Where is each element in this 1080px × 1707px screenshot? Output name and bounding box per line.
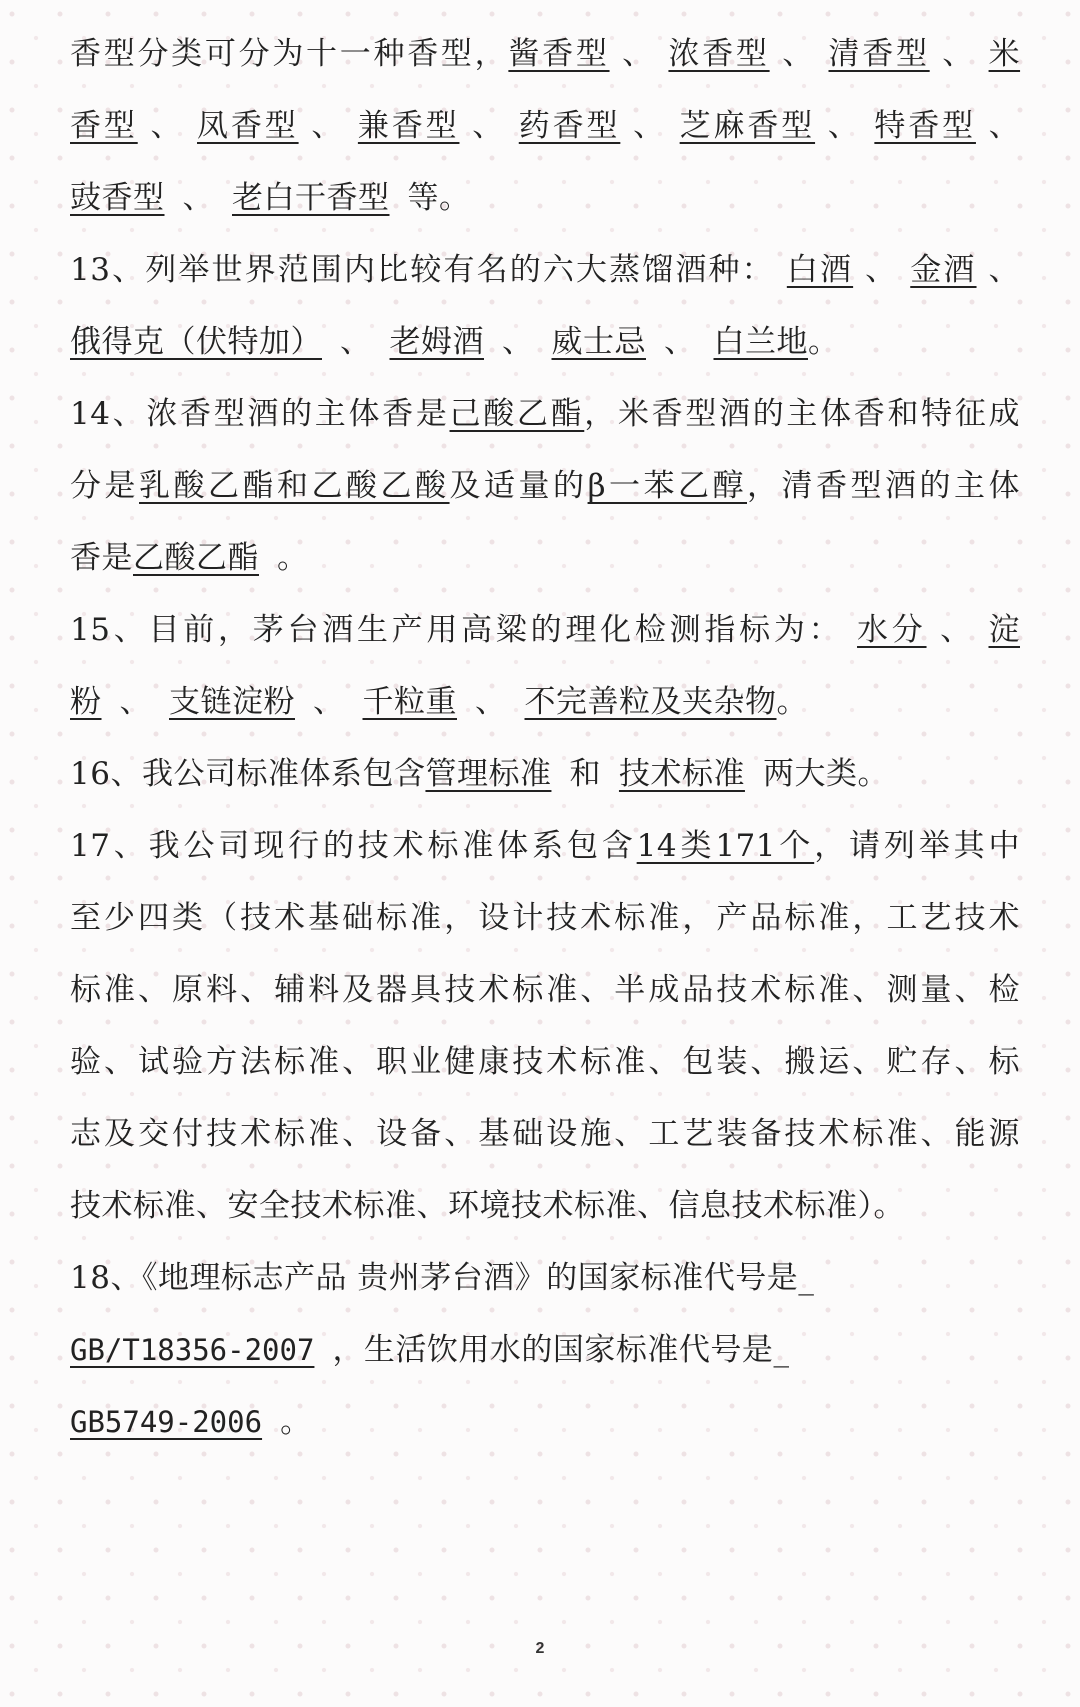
text-line-4	[70, 234, 1020, 306]
answer-blank: 乙酸乙酯	[133, 540, 259, 576]
answer-blank: 凤香型	[197, 108, 299, 144]
answer-blank: 14类171个	[636, 828, 815, 864]
text-line-7	[70, 450, 1020, 522]
text-line-12	[70, 810, 1020, 882]
text-segment: 。	[776, 684, 808, 720]
answer-blank: 支链淀粉	[169, 684, 295, 720]
answer-blank: 水分	[857, 612, 927, 648]
text-line-5	[70, 306, 1020, 378]
text-line-2	[70, 90, 1020, 162]
answer-blank: 金酒	[910, 252, 977, 288]
text-segment: 、	[633, 108, 667, 144]
text-segment: 、	[313, 684, 345, 720]
text-segment: 、	[664, 324, 696, 360]
answer-blank: 清香型	[828, 36, 930, 72]
text-segment: ，米香型酒的主体香和特征成	[584, 396, 1021, 432]
text-segment: 、	[988, 108, 1021, 144]
text-segment: 志及交付技术标准、设备、基础设施、工艺装备技术标准、能源	[70, 1116, 1020, 1152]
text-segment: 。	[280, 1404, 312, 1440]
text-segment: 、	[119, 684, 151, 720]
text-line-3	[70, 162, 1020, 234]
answer-blank: 兼香型	[357, 108, 460, 144]
text-line-6	[70, 378, 1020, 450]
text-segment: 分是	[70, 468, 140, 504]
answer-blank: 老姆酒	[389, 324, 484, 360]
text-segment: 、	[150, 108, 185, 144]
answer-blank: 浓香型	[668, 36, 770, 72]
text-segment: _	[773, 1332, 790, 1368]
text-segment: ，请列举其中	[814, 828, 1020, 864]
text-segment: 两大类。	[762, 756, 889, 792]
question-17: 17、我公司现行的技术标准体系包含	[70, 828, 637, 864]
text-segment: 、	[782, 36, 816, 72]
text-segment: 香是	[70, 540, 133, 576]
text-segment: 及适量的	[449, 468, 588, 504]
answer-blank: 千粒重	[362, 684, 457, 720]
answer-blank: 豉香型	[70, 180, 165, 216]
answer-blank: 技术标准	[618, 756, 745, 792]
answer-blank: 酱香型	[508, 36, 610, 72]
answer-blank: 芝麻香型	[679, 108, 816, 144]
text-line-18	[70, 1242, 1020, 1314]
document-page	[70, 18, 1020, 1458]
text-line-17	[70, 1170, 1020, 1242]
answer-blank: 特香型	[874, 108, 976, 144]
text-line-8	[70, 522, 1020, 594]
answer-blank: 白兰地	[713, 324, 808, 360]
answer-blank: 管理标准	[425, 756, 552, 792]
question-13: 13、列举世界范围内比较有名的六大蒸馏酒种：	[70, 252, 775, 288]
answer-blank: β一苯乙醇	[587, 468, 747, 504]
question-18: 18、《地理标志产品 贵州茅台酒》的国家标准代号是	[70, 1260, 799, 1296]
answer-blank: 药香型	[518, 108, 621, 144]
answer-blank: 香型	[70, 108, 138, 144]
answer-blank: 老白干香型	[232, 180, 390, 216]
question-14: 14、浓香型酒的主体香是	[70, 396, 450, 432]
text-segment: 、	[865, 252, 899, 288]
text-line-15	[70, 1026, 1020, 1098]
answer-blank: 乳酸乙酯和乙酸乙酸	[139, 468, 450, 504]
text-line-20	[70, 1386, 1020, 1458]
answer-blank: 威士忌	[551, 324, 646, 360]
text-line-14	[70, 954, 1020, 1026]
text-line-19	[70, 1314, 1020, 1386]
text-segment: 、	[827, 108, 862, 144]
text-line-11	[70, 738, 1020, 810]
text-segment: 等。	[407, 180, 471, 216]
text-line-9	[70, 594, 1020, 666]
text-segment: 、	[942, 36, 976, 72]
text-segment: 、	[311, 108, 346, 144]
text-segment: 标准、原料、辅料及器具技术标准、半成品技术标准、测量、检	[70, 972, 1020, 1008]
answer-blank: 米	[988, 36, 1021, 72]
answer-blank: GB5749-2006	[70, 1405, 263, 1439]
answer-blank: 淀	[988, 612, 1020, 648]
text-segment: 。	[277, 540, 309, 576]
answer-blank: 己酸乙酯	[449, 396, 585, 432]
page-number: 2	[535, 1640, 545, 1657]
text-segment: 、	[988, 252, 1021, 288]
text-segment: 和	[569, 756, 601, 792]
answer-blank: GB/T18356-2007	[70, 1333, 315, 1367]
text-segment: 验、试验方法标准、职业健康技术标准、包装、搬运、贮存、标	[70, 1044, 1020, 1080]
text-line-16	[70, 1098, 1020, 1170]
text-segment: 至少四类（技术基础标准，设计技术标准，产品标准，工艺技术	[70, 900, 1020, 936]
answer-blank: 俄得克（伏特加）	[70, 324, 322, 360]
answer-blank: 不完善粒及夹杂物	[524, 684, 777, 720]
text-segment: 、	[475, 684, 507, 720]
question-16: 16、我公司标准体系包含	[70, 756, 426, 792]
text-segment: 、	[340, 324, 372, 360]
answer-blank: 白酒	[786, 252, 854, 288]
text-line-1	[70, 18, 1020, 90]
text-segment: 、	[472, 108, 507, 144]
question-15: 15、目前，茅台酒生产用高粱的理化检测指标为：	[70, 612, 844, 648]
answer-blank: 粉	[70, 684, 102, 720]
text-segment: 、	[182, 180, 214, 216]
text-segment: 、	[622, 36, 656, 72]
text-line-13	[70, 882, 1020, 954]
text-line-10	[70, 666, 1020, 738]
text-segment: 、	[502, 324, 534, 360]
text-segment: ，生活饮用水的国家标准代号是	[332, 1332, 774, 1368]
text-segment: 。	[808, 324, 840, 360]
text-segment: 香型分类可分为十一种香型，	[70, 36, 509, 72]
text-segment: ，清香型酒的主体	[747, 468, 1021, 504]
text-segment: 技术标准、安全技术标准、环境技术标准、信息技术标准）。	[70, 1188, 905, 1224]
text-segment: _	[798, 1260, 815, 1296]
text-segment: 、	[940, 612, 975, 648]
